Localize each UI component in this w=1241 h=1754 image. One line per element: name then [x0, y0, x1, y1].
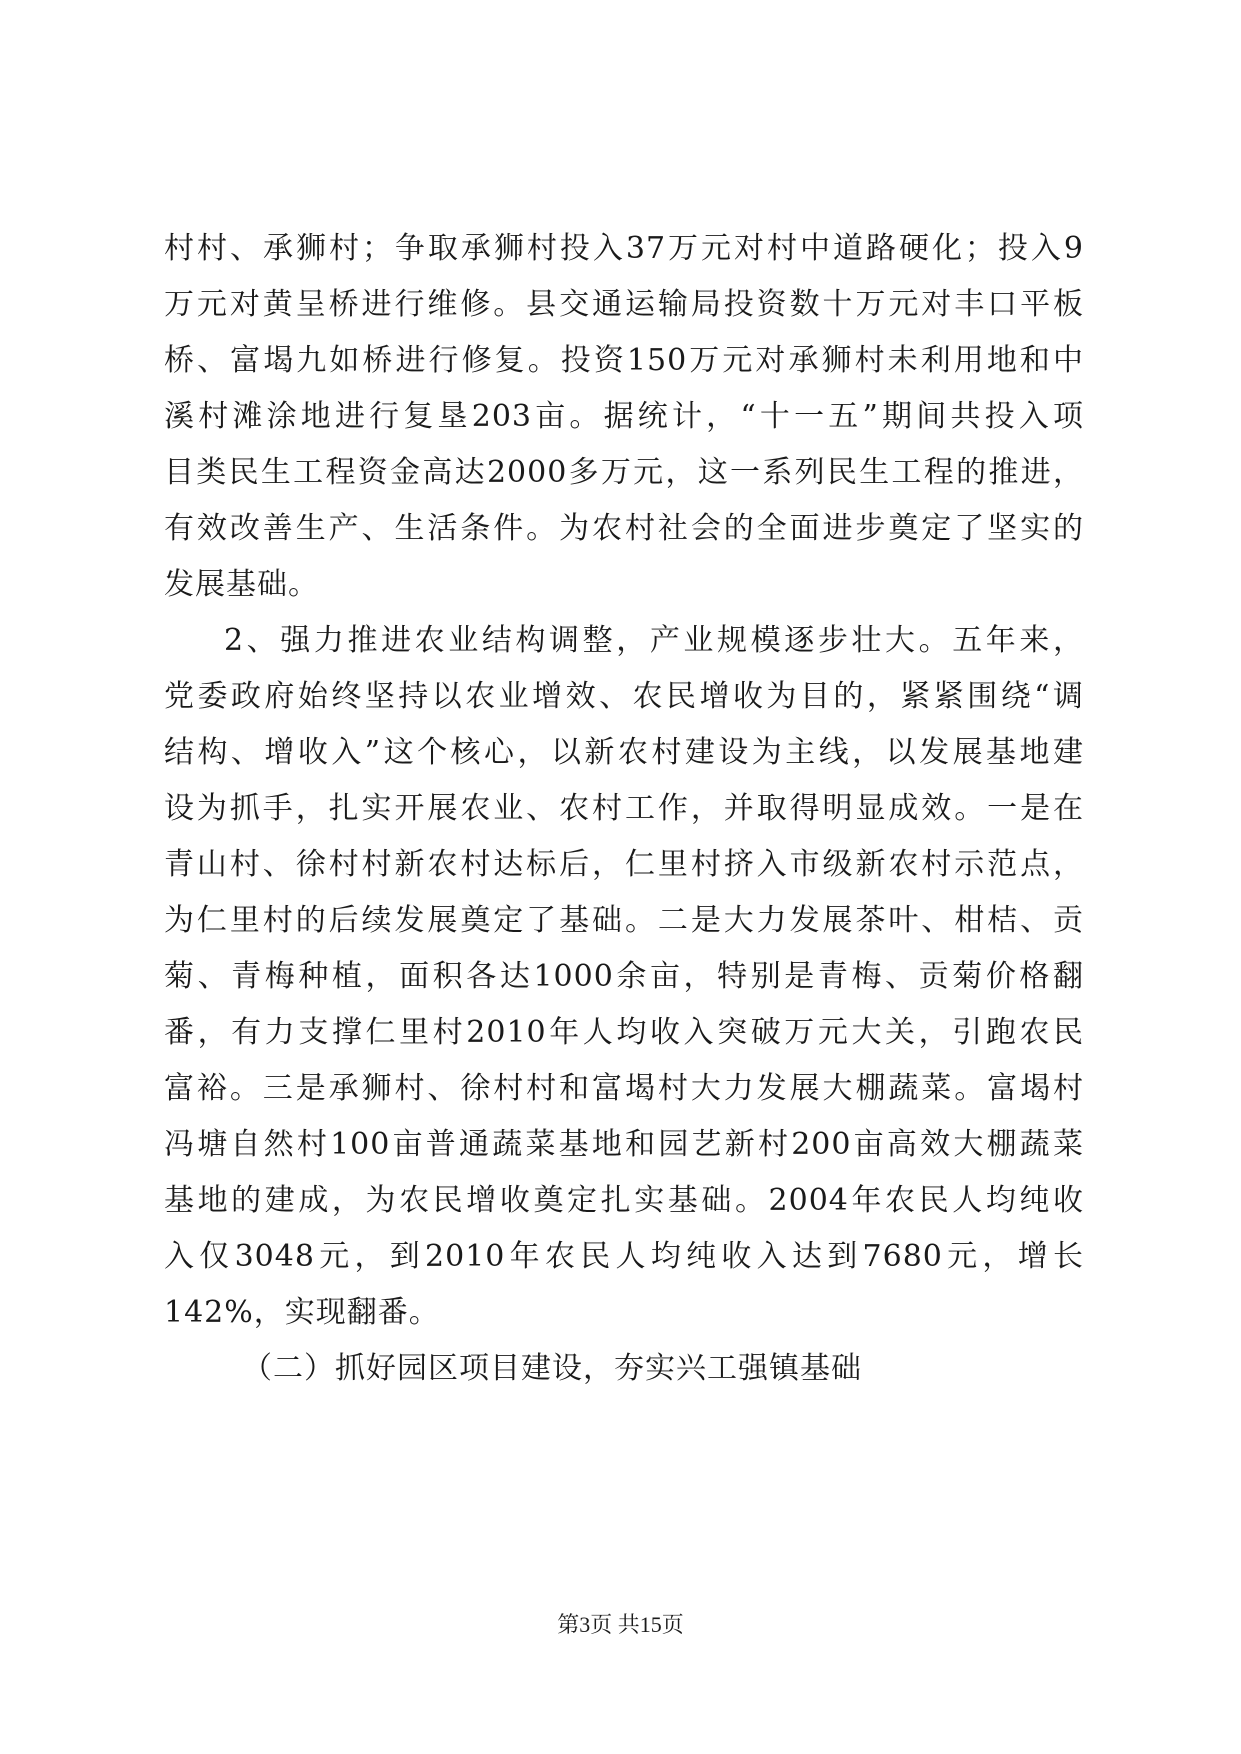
section-heading: （二）抓好园区项目建设，夯实兴工强镇基础	[242, 1351, 862, 1386]
text-line: 142%，实现翻番。	[164, 1295, 440, 1330]
text-line: 设为抓手，扎实开展农业、农村工作，并取得明显成效。一是在	[164, 791, 1084, 826]
text-line: 为仁里村的后续发展奠定了基础。二是大力发展茶叶、柑桔、贡	[164, 903, 1084, 938]
page-number-footer: 第3页 共15页	[557, 1612, 684, 1637]
text-line: 党委政府始终坚持以农业增效、农民增收为目的，紧紧围绕“调	[164, 679, 1084, 714]
text-line: 目类民生工程资金高达2000多万元，这一系列民生工程的推进，	[164, 455, 1084, 490]
text-line: 富裕。三是承狮村、徐村村和富堨村大力发展大棚蔬菜。富堨村	[164, 1071, 1084, 1106]
text-line: 入仅3048元，到2010年农民人均纯收入达到7680元，增长	[164, 1239, 1084, 1274]
text-line: 桥、富堨九如桥进行修复。投资150万元对承狮村未利用地和中	[164, 343, 1084, 378]
text-line: 番，有力支撑仁里村2010年人均收入突破万元大关，引跑农民	[164, 1015, 1084, 1050]
text-line: 冯塘自然村100亩普通蔬菜基地和园艺新村200亩高效大棚蔬菜	[164, 1127, 1084, 1162]
text-line: 村村、承狮村；争取承狮村投入37万元对村中道路硬化；投入9	[164, 231, 1084, 266]
text-line: 发展基础。	[164, 567, 319, 602]
text-line: 菊、青梅种植，面积各达1000余亩，特别是青梅、贡菊价格翻	[164, 959, 1084, 994]
text-line: 青山村、徐村村新农村达标后，仁里村挤入市级新农村示范点，	[164, 847, 1084, 882]
text-line: 溪村滩涂地进行复垦203亩。据统计，“十一五”期间共投入项	[164, 399, 1084, 434]
text-line: 结构、增收入”这个核心，以新农村建设为主线，以发展基地建	[164, 735, 1084, 770]
text-line: 有效改善生产、生活条件。为农村社会的全面进步奠定了坚实的	[164, 511, 1084, 546]
text-line: 万元对黄呈桥进行维修。县交通运输局投资数十万元对丰口平板	[164, 287, 1084, 322]
text-line: 基地的建成，为农民增收奠定扎实基础。2004年农民人均纯收	[164, 1183, 1084, 1218]
paragraph-heading: 2、强力推进农业结构调整，产业规模逐步壮大。五年来，	[224, 623, 1084, 658]
